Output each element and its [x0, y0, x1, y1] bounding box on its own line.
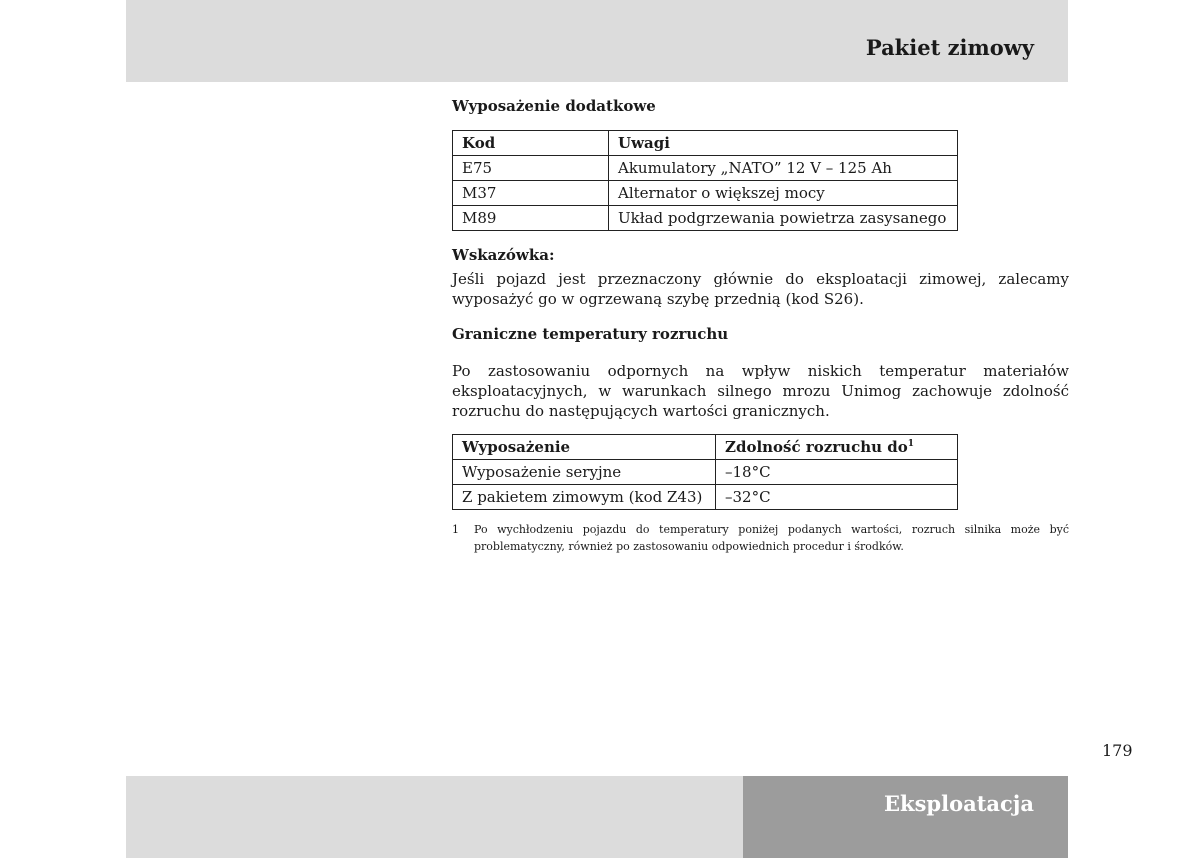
footnote	[452, 521, 1069, 555]
table-cell: Wyposażenie seryjne	[453, 460, 716, 485]
column-header: Wyposażenie	[453, 435, 716, 460]
footer-section-tab	[743, 776, 1068, 858]
column-header-text: Zdolność rozruchu do	[725, 438, 908, 456]
footer-section-title: Eksploatacja	[884, 791, 1034, 816]
page-title: Pakiet zimowy	[865, 35, 1034, 60]
column-header	[716, 435, 958, 460]
table-cell: M89	[453, 206, 609, 231]
table-cell: M37	[453, 181, 609, 206]
equipment-heading: Wyposażenie dodatkowe	[452, 97, 656, 115]
table-cell: Z pakietem zimowym (kod Z43)	[453, 485, 716, 510]
table-header-row	[453, 435, 958, 460]
table-cell: –18°C	[716, 460, 958, 485]
footnote-text: Po wychłodzeniu pojazdu do temperatury poniżej podanych wartości, rozruch silnika może być problematyczny, również po zastosowaniu odpowiednich procedur i środków.	[474, 523, 1069, 553]
table-cell: E75	[453, 156, 609, 181]
table-cell: –32°C	[716, 485, 958, 510]
limits-text: Po zastosowaniu odpornych na wpływ niskich temperatur materiałów eksploatacyjnych, w warunkach silnego mrozu Unimog zachowuje zdolność rozruchu do następujących wartości granicznych.	[452, 362, 1069, 420]
table-cell: Alternator o większej mocy	[609, 181, 958, 206]
note-heading: Wskazówka:	[452, 246, 555, 264]
note-text: Jeśli pojazd jest przeznaczony głównie do eksploatacji zimowej, zalecamy wyposażyć go w ogrzewaną szybę przednią (kod S26).	[452, 270, 1069, 308]
table-row	[453, 485, 958, 510]
header-band	[126, 0, 1068, 82]
table-cell: Akumulatory „NATO” 12 V – 125 Ah	[609, 156, 958, 181]
column-header: Uwagi	[609, 131, 958, 156]
footer-band	[126, 776, 743, 858]
table-row	[453, 181, 958, 206]
content	[452, 95, 1069, 555]
column-header: Kod	[453, 131, 609, 156]
footnote-number: 1	[452, 523, 459, 536]
page-number: 179	[1102, 741, 1133, 760]
table-row	[453, 460, 958, 485]
table-row	[453, 206, 958, 231]
footnote-marker: 1	[907, 439, 915, 449]
table-header-row	[453, 131, 958, 156]
table-row	[453, 156, 958, 181]
equipment-table	[452, 130, 958, 231]
table-cell: Układ podgrzewania powietrza zasysanego	[609, 206, 958, 231]
limits-heading: Graniczne temperatury rozruchu	[452, 325, 729, 343]
temperature-table	[452, 434, 958, 510]
